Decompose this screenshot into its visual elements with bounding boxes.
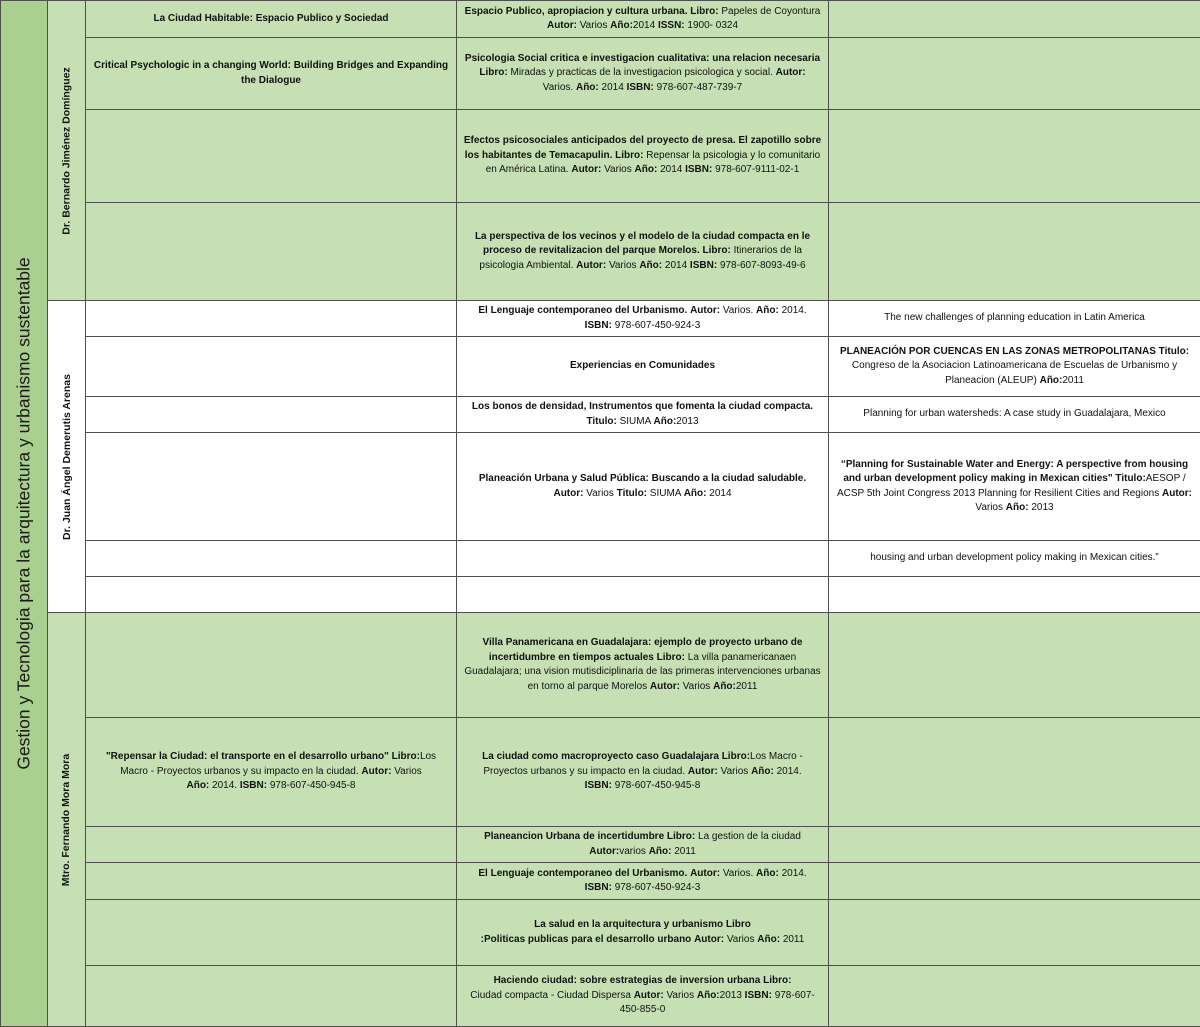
person-name: Dr. Bernardo Jiménez Domínguez [60, 66, 73, 235]
table-cell: Experiencias en Comunidades [456, 336, 828, 396]
table-cell [456, 540, 828, 576]
table-cell: La perspectiva de los vecinos y el modelo de la ciudad compacta en le proceso de revitalizacion del parque Morelos. Libro: Itinerarios de la psicologia Ambiental. Autor: Varios Año: 2014 ISBN: 978-607-8093-49-6 [456, 202, 828, 300]
table-cell [456, 576, 828, 612]
table-cell [85, 862, 456, 899]
table-cell [85, 826, 456, 862]
table-cell: PLANEACIÓN POR CUENCAS EN LAS ZONAS METROPOLITANAS Titulo: Congreso de la Asociacion Latinoamericana de Escuelas de Urbanismo y Planeacion (ALEUP) Año:2011 [828, 336, 1200, 396]
table-cell: La Ciudad Habitable: Espacio Publico y Sociedad [85, 0, 456, 37]
table-cell: Planning for urban watersheds: A case study in Guadalajara, Mexico [828, 396, 1200, 432]
table-cell [828, 826, 1200, 862]
table-cell [85, 109, 456, 202]
table-cell: Planeancion Urbana de incertidumbre Libro: La gestion de la ciudad Autor:varios Año: 2011 [456, 826, 828, 862]
department-cell [0, 0, 47, 1026]
table-cell [85, 576, 456, 612]
table-cell [828, 0, 1200, 37]
table-cell: Psicologia Social critica e investigacion cualitativa: una relacion necesaria Libro: Miradas y practicas de la investigacion psicologica y social. Autor: Varios. Año: 2014 ISBN: 978-607-487-739-7 [456, 37, 828, 109]
table-cell: La ciudad como macroproyecto caso Guadalajara Libro:Los Macro - Proyectos urbanos y su impacto en la ciudad. Autor: Varios Año: 2014. ISBN: 978-607-450-945-8 [456, 717, 828, 826]
person-cell-mora [47, 612, 85, 1026]
table-cell [85, 540, 456, 576]
table-cell: Planeación Urbana y Salud Pública: Buscando a la ciudad saludable. Autor: Varios Titulo: SIUMA Año: 2014 [456, 432, 828, 540]
table-cell [828, 576, 1200, 612]
person-cell-jimenez [47, 0, 85, 300]
table-cell [85, 965, 456, 1026]
table-cell: El Lenguaje contemporaneo del Urbanismo. Autor: Varios. Año: 2014. ISBN: 978-607-450-924-3 [456, 862, 828, 899]
table-cell [828, 612, 1200, 717]
table-cell: Efectos psicosociales anticipados del proyecto de presa. El zapotillo sobre los habitantes de Temacapulin. Libro: Repensar la psicologia y lo comunitario en América Latina. Autor: Varios Año: 2014 ISBN: 978-607-9111-02-1 [456, 109, 828, 202]
table-cell [85, 899, 456, 965]
person-cell-demerutis [47, 300, 85, 612]
table-cell: The new challenges of planning education in Latin America [828, 300, 1200, 336]
table-cell: "Repensar la Ciudad: el transporte en el desarrollo urbano" Libro:Los Macro - Proyectos urbanos y su impacto en la ciudad. Autor: Varios Año: 2014. ISBN: 978-607-450-945-8 [85, 717, 456, 826]
table-cell [828, 965, 1200, 1026]
department-label: Gestion y Tecnologia para la arquitectura y urbanismo sustentable [13, 257, 34, 770]
person-name: Dr. Juan Ángel Demerutis Arenas [60, 373, 73, 540]
table-cell [85, 300, 456, 336]
table-cell [828, 717, 1200, 826]
table-cell [85, 432, 456, 540]
person-name: Mtro. Fernando Mora Mora [60, 753, 73, 886]
table-cell: Villa Panamericana en Guadalajara: ejemplo de proyecto urbano de incertidumbre en tiempos actuales Libro: La villa panamericanaen Guadalajara; una vision mutisdiciplinaria de las primeras intervenciones urbanas en torno al parque Morelos Autor: Varios Año:2011 [456, 612, 828, 717]
table-cell: housing and urban development policy making in Mexican cities.” [828, 540, 1200, 576]
table-cell [828, 862, 1200, 899]
table-cell: Critical Psychologic in a changing World: Building Bridges and Expanding the Dialogue [85, 37, 456, 109]
table-cell: “Planning for Sustainable Water and Energy: A perspective from housing and urban development policy making in Mexican cities" Titulo:AESOP / ACSP 5th Joint Congress 2013 Planning for Resilient Cities and Regions Autor: Varios Año: 2013 [828, 432, 1200, 540]
table-cell: La salud en la arquitectura y urbanismo Libro :Politicas publicas para el desarrollo urbano Autor: Varios Año: 2011 [456, 899, 828, 965]
table-cell: Espacio Publico, apropiacion y cultura urbana. Libro: Papeles de Coyontura Autor: Varios Año:2014 ISSN: 1900- 0324 [456, 0, 828, 37]
table-cell [85, 202, 456, 300]
table-cell: Haciendo ciudad: sobre estrategias de inversion urbana Libro: Ciudad compacta - Ciudad Dispersa Autor: Varios Año:2013 ISBN: 978-607-450-855-0 [456, 965, 828, 1026]
table-cell [828, 109, 1200, 202]
table-cell: Los bonos de densidad, Instrumentos que fomenta la ciudad compacta. Titulo: SIUMA Año:2013 [456, 396, 828, 432]
table-cell: El Lenguaje contemporaneo del Urbanismo. Autor: Varios. Año: 2014. ISBN: 978-607-450-924-3 [456, 300, 828, 336]
table-cell [85, 612, 456, 717]
table-cell [828, 202, 1200, 300]
table-cell [85, 336, 456, 396]
table-cell [85, 396, 456, 432]
table-cell [828, 899, 1200, 965]
table-cell [828, 37, 1200, 109]
